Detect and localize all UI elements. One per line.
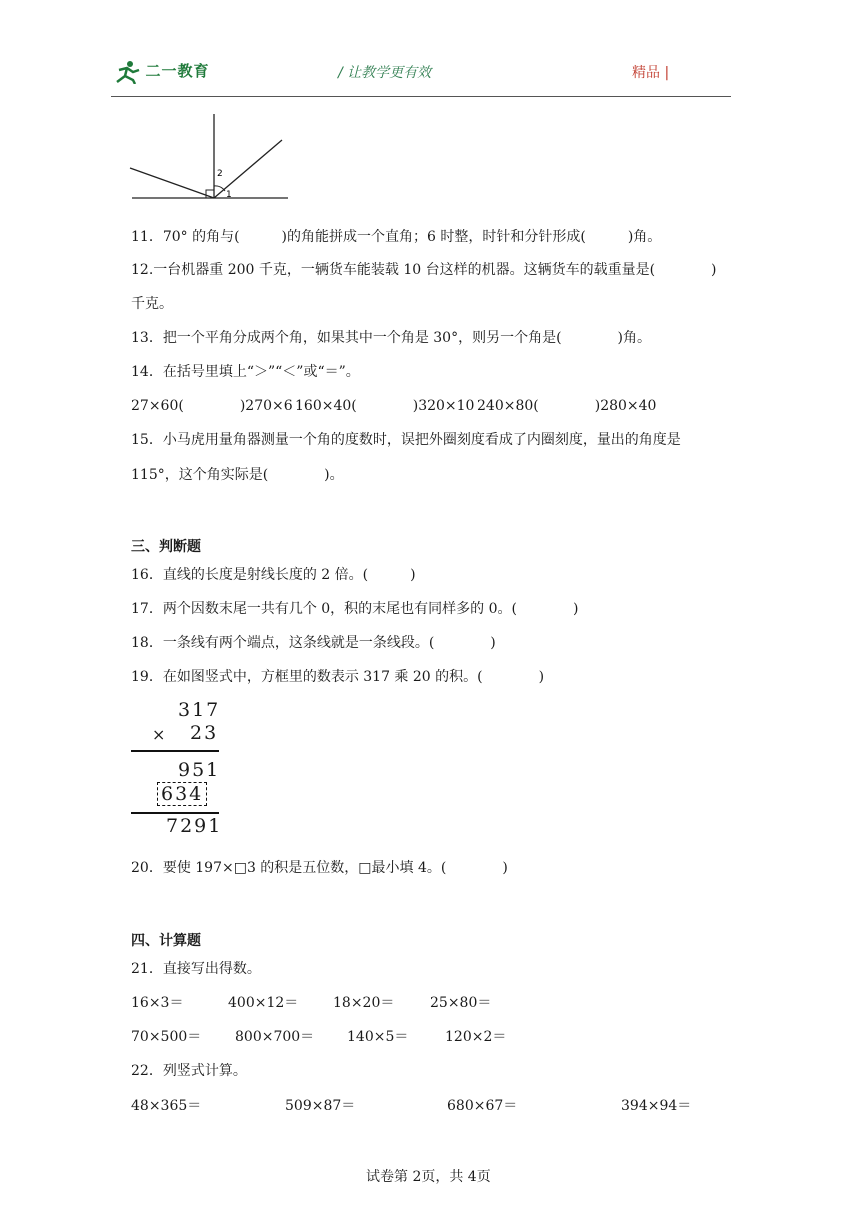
angle-figure [128, 110, 298, 205]
question-11: 11．70° 的角与( )的角能拼成一个直角；6 时整，时针和分针形成( )角。 [131, 229, 662, 245]
oral-calc-1-4: 25×80＝ [430, 995, 492, 1011]
oral-calc-1-3: 18×20＝ [333, 995, 395, 1011]
vertical-calc-3: 680×67＝ [447, 1098, 518, 1114]
section-judge-title: 三、判断题 [131, 539, 201, 555]
rule-line-2 [131, 812, 219, 814]
oral-calc-2-4: 120×2＝ [445, 1029, 507, 1045]
logo-text: 二一教育 [145, 62, 210, 80]
question-12-line1: 12.一台机器重 200 千克，一辆货车能装载 10 台这样的机器。这辆货车的载重量是( ) [131, 262, 717, 278]
question-18: 18．一条线有两个端点，这条线就是一条线段。( ) [131, 635, 496, 651]
question-16: 16．直线的长度是射线长度的 2 倍。( ) [131, 567, 416, 583]
running-figure-icon [113, 60, 141, 84]
vertical-calc-1: 48×365＝ [131, 1098, 202, 1114]
final-product: 7291 [166, 815, 223, 837]
times-sign: × [152, 725, 168, 744]
question-20: 20．要使 197×□3 的积是五位数，□最小填 4。( ) [131, 860, 508, 876]
left-ray [130, 168, 214, 198]
rule-line-1 [131, 750, 219, 752]
angle-label-1: 1 [226, 190, 232, 200]
partial-product-1: 951 [178, 759, 221, 781]
vertical-calc-2: 509×87＝ [285, 1098, 356, 1114]
angle-label-2: 2 [217, 169, 223, 179]
question-19: 19．在如图竖式中，方框里的数表示 317 乘 20 的积。( ) [131, 669, 545, 685]
question-14-item-2: 160×40( )320×10 [295, 398, 475, 414]
header-brand: 精品 | [632, 65, 670, 81]
question-21: 21．直接写出得数。 [131, 961, 261, 977]
question-22: 22．列竖式计算。 [131, 1063, 247, 1079]
oral-calc-2-3: 140×5＝ [347, 1029, 409, 1045]
question-14-item-3: 240×80( )280×40 [477, 398, 657, 414]
header-slogan: / 让教学更有效 [338, 65, 432, 81]
oral-calc-2-2: 800×700＝ [235, 1029, 315, 1045]
section-calc-title: 四、计算题 [131, 933, 201, 949]
question-14-item-1: 27×60( )270×6 [131, 398, 293, 414]
vertical-calc-4: 394×94＝ [621, 1098, 692, 1114]
oral-calc-1-2: 400×12＝ [228, 995, 299, 1011]
oral-calc-1-1: 16×3＝ [131, 995, 184, 1011]
partial-product-2-boxed: 634 [157, 782, 207, 806]
question-13: 13．把一个平角分成两个角，如果其中一个角是 30°，则另一个角是( )角。 [131, 330, 652, 346]
question-15-line1: 15．小马虎用量角器测量一个角的度数时，误把外圈刻度看成了内圈刻度，量出的角度是 [131, 432, 681, 448]
page-footer: 试卷第 2页，共 4页 [366, 1169, 491, 1185]
multiplicand: 317 [178, 699, 221, 721]
question-17: 17．两个因数末尾一共有几个 0，积的末尾也有同样多的 0。( ) [131, 601, 579, 617]
header-divider [111, 96, 731, 97]
question-12-line2: 千克。 [131, 296, 173, 312]
header-logo [113, 60, 209, 84]
multiplier: 23 [190, 722, 219, 744]
question-15-line2: 115°，这个角实际是( )。 [131, 467, 344, 483]
question-14: 14．在括号里填上“＞”“＜”或“＝”。 [131, 364, 360, 380]
oral-calc-2-1: 70×500＝ [131, 1029, 202, 1045]
